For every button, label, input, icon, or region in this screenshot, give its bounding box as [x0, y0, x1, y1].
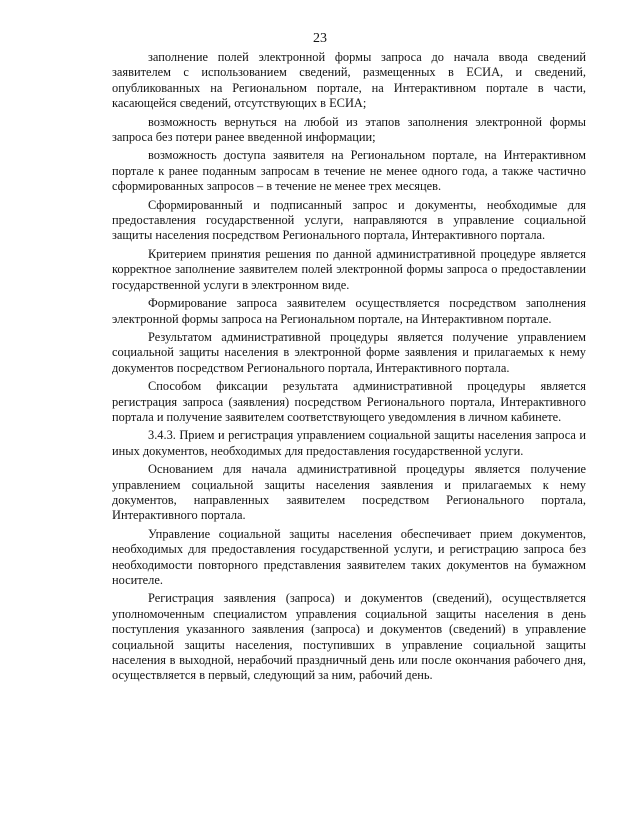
page-number: 23: [313, 31, 327, 46]
section-heading-3-4-3: 3.4.3. Прием и регистрация управлением социальной защиты населения запроса и иных документов, необходимых для предоставления государственной услуги.: [112, 428, 586, 458]
paragraph-access-previous-requests: возможность доступа заявителя на Региональном портале, на Интерактивном портале к ранее поданным запросам в течение не менее одного года, а также частично сформированных запросов – в течение не менее трех месяцев.: [112, 148, 586, 194]
document-body: [112, 50, 586, 687]
paragraph-decision-criterion: Критерием принятия решения по данной административной процедуре является корректное заполнение заявителем полей электронной формы запроса о предоставлении государственной услуги в электронном виде.: [112, 246, 586, 292]
paragraph-procedure-basis: Основанием для начала административной процедуры является получение управлением социальной защиты населения заявления и прилагаемых к нему документов, направленных заявителем посредством Регионального портала, Интерактивного портала.: [112, 462, 586, 523]
paragraph-request-formation: Формирование запроса заявителем осуществляется посредством заполнения электронной формы запроса на Региональном портале, на Интерактивном портале.: [112, 296, 586, 326]
paragraph-result-recording: Способом фиксации результата административной процедуры является регистрация запроса (заявления) посредством Регионального портала, Интерактивного портала и получение заявителем соответствующего уведомления в личном кабинете.: [112, 379, 586, 424]
paragraph-request-sent: Сформированный и подписанный запрос и документы, необходимые для предоставления государственной услуги, направляются в управление социальной защиты населения посредством Регионального портала, Интерактивного портала.: [112, 197, 586, 243]
paragraph-return-to-step: возможность вернуться на любой из этапов заполнения электронной формы запроса без потери ранее введенной информации;: [112, 114, 586, 145]
paragraph-document-acceptance: Управление социальной защиты населения обеспечивает прием документов, необходимых для предоставления государственной услуги, и регистрацию запроса без необходимости повторного представления заявителем таких документов на бумажном носителе.: [112, 526, 586, 587]
paragraph-prefill-fields: заполнение полей электронной формы запроса до начала ввода сведений заявителем с использованием сведений, размещенных в ЕСИА, и сведений, опубликованных на Региональном портале, на Интерактивном портале в части, касающейся сведений, отсутствующих в ЕСИА;: [112, 50, 586, 111]
paragraph-procedure-result: Результатом административной процедуры является получение управлением социальной защиты населения в электронной форме заявления и прилагаемых к нему документов посредством Регионального портала, Интерактивного портала.: [112, 329, 586, 375]
paragraph-registration: Регистрация заявления (запроса) и документов (сведений), осуществляется уполномоченным специалистом управления социальной защиты населения в день поступления указанного заявления (запроса) и документов (сведений) в управление социальной защиты населения, поступивших в управление социальной защиты населения в выходной, нерабочий праздничный день или после окончания рабочего дня, осуществляется в первый, следующий за ним, рабочий день.: [112, 591, 586, 683]
